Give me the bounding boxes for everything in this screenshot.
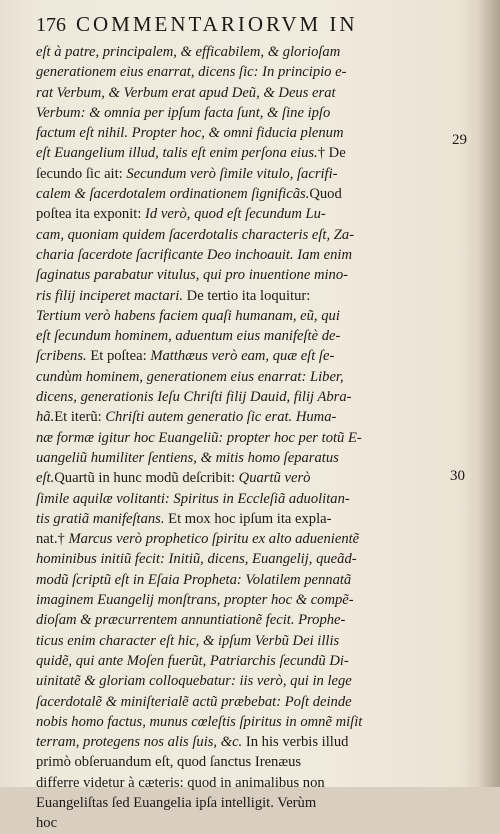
text-line bbox=[36, 245, 428, 265]
text-segment: hã. bbox=[36, 409, 55, 426]
text-segment: nobis homo factus, munus cœleſtis ſpiritus in omnẽ miſit bbox=[36, 713, 363, 730]
text-segment: uinitatẽ & gloriam colloquebatur: iis verò, qui in lege bbox=[36, 673, 352, 690]
text-segment: Et poſtea: bbox=[86, 348, 151, 365]
text-line bbox=[36, 204, 428, 224]
text-line bbox=[36, 164, 428, 184]
text-segment: Tertium verò habens faciem quaſi humanam, eũ, qui bbox=[36, 307, 340, 324]
text-segment: ſecundo ſic ait: bbox=[36, 165, 127, 182]
text-segment: ticus enim character eſt hic, & ipſum Verbũ Dei illis bbox=[36, 632, 340, 649]
text-line bbox=[36, 651, 428, 671]
text-line bbox=[36, 468, 428, 488]
text-segment: rat Verbum, & Verbum erat apud Deũ, & Deus erat bbox=[36, 84, 336, 101]
text-line bbox=[36, 489, 428, 509]
text-line bbox=[36, 773, 428, 793]
page-gutter-shadow bbox=[478, 0, 500, 787]
text-segment: differre videtur à cæteris: quod in animalibus non bbox=[36, 774, 325, 791]
text-segment: ris filij inciperet mactari. bbox=[36, 287, 184, 304]
text-segment: Et iterũ: bbox=[54, 409, 106, 426]
margin-note: 30 bbox=[450, 468, 465, 484]
text-segment: primò obſeruandum eſt, quod ſanctus Irenæus bbox=[36, 754, 302, 771]
text-line bbox=[36, 448, 428, 468]
text-line bbox=[36, 286, 428, 306]
text-segment: cam, quoniam quidem ſacerdotalis characteris eſt, Za- bbox=[36, 226, 355, 243]
text-line bbox=[36, 692, 428, 712]
text-line bbox=[36, 529, 428, 549]
text-segment: Euangeliſtas ſed Euangelia ipſa intelligit. Verùm bbox=[36, 794, 317, 811]
text-segment: næ formæ igitur hoc Euangeliũ: propter hoc per totũ E- bbox=[36, 429, 362, 446]
text-segment: † De bbox=[317, 145, 346, 162]
text-segment: ſacerdotalẽ & miniſterialẽ actũ præbebat: Poſt deinde bbox=[36, 693, 352, 710]
text-segment: imaginem Euangelij monſtrans, propter hoc & compẽ- bbox=[36, 592, 354, 609]
text-segment: Chriſti autem generatio ſic erat. Huma- bbox=[105, 409, 337, 426]
text-segment: hominibus initiũ fecit: Initiũ, dicens, Euangelij, queãd- bbox=[36, 551, 357, 568]
text-segment: Quod bbox=[309, 186, 342, 203]
text-line bbox=[36, 265, 428, 285]
text-line bbox=[36, 143, 428, 163]
text-segment: tis gratiã manifeſtans. bbox=[36, 510, 165, 527]
text-line bbox=[36, 306, 428, 326]
text-segment: Matthæus verò eam, quæ eſt ſe- bbox=[150, 348, 335, 365]
text-segment: calem & ſacerdotalem ordinationem ſignificãs. bbox=[36, 186, 310, 203]
text-segment: charia ſacerdote ſacrificante Deo inchoauit. Iam enim bbox=[36, 246, 352, 263]
running-head: COMMENTARIORVM IN bbox=[76, 12, 358, 36]
body-text bbox=[36, 42, 428, 834]
text-segment: cundùm hominem, generationem eius enarrat: Liber, bbox=[36, 368, 344, 385]
text-line bbox=[36, 631, 428, 651]
text-line bbox=[36, 570, 428, 590]
text-segment: hoc bbox=[36, 815, 58, 832]
text-segment: ſcribens. bbox=[36, 348, 87, 365]
text-segment: uangeliũ humiliter ſentiens, & mitis homo ſeparatus bbox=[36, 449, 339, 466]
text-line bbox=[36, 62, 428, 82]
text-line bbox=[36, 752, 428, 772]
text-segment: Secundum verò ſimile vitulo, ſacrifi- bbox=[126, 165, 338, 182]
text-segment: Id verò, quod eſt ſecundum Lu- bbox=[145, 206, 326, 223]
page-header bbox=[36, 12, 436, 40]
text-segment: In his verbis illud bbox=[242, 734, 349, 751]
text-line bbox=[36, 590, 428, 610]
text-segment: ſimile aquilæ volitanti: Spiritus in Eccleſiã aduolitan- bbox=[36, 490, 350, 507]
text-line bbox=[36, 326, 428, 346]
text-line bbox=[36, 346, 428, 366]
page-number: 176 bbox=[36, 14, 66, 36]
text-line bbox=[36, 428, 428, 448]
text-segment: Marcus verò prophetico ſpiritu ex alto aduenientẽ bbox=[68, 531, 360, 548]
text-segment: quidẽ, qui ante Moſen fuerũt, Patriarchis ſecundũ Di- bbox=[36, 652, 349, 669]
text-line bbox=[36, 671, 428, 691]
text-line bbox=[36, 509, 428, 529]
text-line bbox=[36, 225, 428, 245]
margin-note: 29 bbox=[452, 132, 467, 148]
text-line bbox=[36, 610, 428, 630]
text-segment: Et mox hoc ipſum ita expla- bbox=[164, 510, 332, 527]
text-segment: eſt ſecundum hominem, aduentum eius manifeſtè de- bbox=[36, 328, 341, 345]
text-segment: factum eſt nihil. Propter hoc, & omni fiducia plenum bbox=[36, 125, 344, 142]
text-segment: dicens, generationis Ieſu Chriſti filij Dauid, filij Abra- bbox=[36, 389, 352, 406]
text-segment: Verbum: & omnia per ipſum facta ſunt, & ſine ipſo bbox=[36, 104, 331, 121]
text-segment: Quartũ in hunc modũ deſcribit: bbox=[54, 470, 239, 487]
text-line bbox=[36, 184, 428, 204]
text-segment: terram, protegens nos alis ſuis, &c. bbox=[36, 734, 243, 751]
text-segment: modũ ſcriptũ eſt in Eſaia Propheta: Volatilem pennatã bbox=[36, 571, 352, 588]
text-line bbox=[36, 732, 428, 752]
text-line bbox=[36, 793, 428, 813]
text-line bbox=[36, 367, 428, 387]
text-segment: generationem eius enarrat, dicens ſic: In principio e- bbox=[36, 64, 347, 81]
text-line bbox=[36, 123, 428, 143]
text-segment: eſt à patre, principalem, & efficabilem, & glorioſam bbox=[36, 44, 341, 60]
text-line bbox=[36, 42, 428, 62]
text-line bbox=[36, 387, 428, 407]
text-segment: ſaginatus parabatur vitulus, qui pro inuentione mino- bbox=[36, 267, 349, 284]
text-segment: eſt. bbox=[36, 470, 55, 487]
text-line bbox=[36, 813, 428, 833]
text-line bbox=[36, 83, 428, 103]
text-segment: Quartũ verò bbox=[238, 470, 311, 487]
text-segment: eſt Euangelium illud, talis eſt enim perſona eius. bbox=[36, 145, 318, 162]
text-line bbox=[36, 103, 428, 123]
text-line bbox=[36, 712, 428, 732]
text-line bbox=[36, 549, 428, 569]
text-segment: poſtea ita exponit: bbox=[36, 206, 146, 223]
text-segment: nat.† bbox=[36, 531, 69, 548]
text-segment: dioſam & præcurrentem annuntiationẽ fecit. Prophe- bbox=[36, 612, 346, 629]
text-segment: De tertio ita loquitur: bbox=[183, 287, 311, 304]
text-line bbox=[36, 407, 428, 427]
